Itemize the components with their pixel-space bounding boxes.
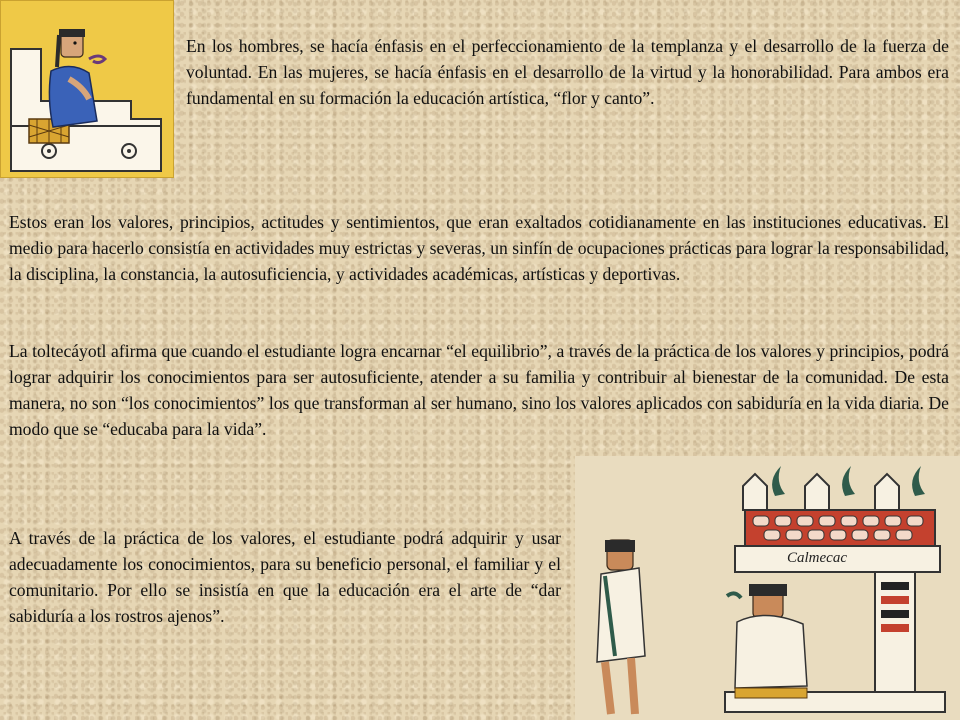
paragraph-templanza: En los hombres, se hacía énfasis en el perfeccionamiento de la templanza y el desarrollo de la fuerza de voluntad. En las mujeres, se hacía énfasis en el desarrollo de la virtud y la honorabilidad. Para ambos era fundamental en su formación la educación artística, “flor y canto”. bbox=[186, 36, 949, 108]
paragraph-valores: Estos eran los valores, principios, actitudes y sentimientos, que eran exaltados cotidianamente en las instituciones educativas. El medio para hacerlo consistía en actividades muy estrictas y severas, un sinfín de ocupaciones prácticas para lograr la responsabilidad, la disciplina, la constancia, la autosuficiencia, y actividades académicas, artísticas y deportivas. bbox=[9, 212, 949, 284]
codex-seated-figure-image bbox=[0, 0, 174, 178]
codex-calmecac-image bbox=[575, 456, 960, 720]
paragraph-sabiduria: A través de la práctica de los valores, el estudiante podrá adquirir y usar adecuadamente los conocimientos, para su beneficio personal, el familiar y el comunitario. Por ello se insistía en que la educación era el arte de “dar sabiduría a los rostros ajenos”. bbox=[9, 528, 561, 626]
paragraph-toltecayotl: La toltecáyotl afirma que cuando el estudiante logra encarnar “el equilibrio”, a través de la práctica de los valores y principios, podrá lograr adquirir los conocimientos para ser autosuficiente, atender a su familia y contribuir al bienestar de la comunidad. De esta manera, no son “los conocimientos” los que transforman al ser humano, sino los valores aplicados con sabiduría en la vida diaria. De modo que se “educaba para la vida”. bbox=[9, 341, 949, 439]
calmecac-label: Calmecac bbox=[787, 550, 847, 566]
